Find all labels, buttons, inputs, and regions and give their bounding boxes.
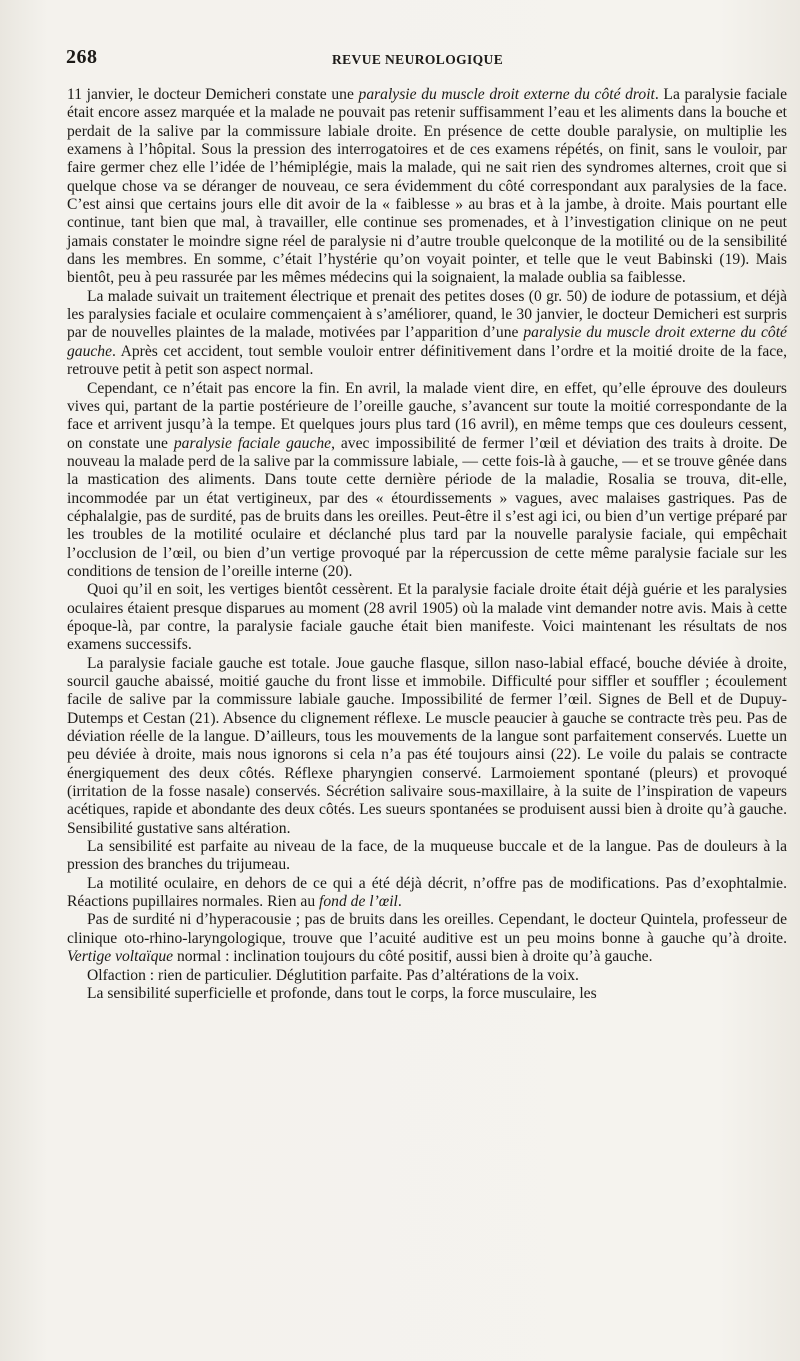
italic-run: paralysie faciale gauche (173, 434, 332, 452)
text-run: normal : inclination toujours du côté positif, aussi bien à droite qu’à gauche. (173, 948, 653, 966)
page-header (66, 46, 766, 72)
text-run: La sensibilité est parfaite au niveau de la face, de la muqueuse buccale et de la langue. Pas de douleurs à la pression des branches du trijumeau. (67, 838, 787, 874)
text-run: . Après cet accident, tout semble vouloir entrer définitivement dans l’ordre et la moitié droite de la face, retrouve petit à petit son aspect normal. (67, 342, 787, 379)
text-run: , avec impossibilité de fermer l’œil et déviation des traits à droite. De nouveau la malade perd de la salive par la commissure labiale, — cette fois-là à gauche, — et se trouve gênée dans la mastication des aliments. Dans toute cette dernière période de la maladie, Rosalia se trouva, dit-elle, incommodée par un état vertigineux, par des « étourdissements » vagues, avec malaises gastriques. Pas de céphalalgie, pas de surdité, pas de bruits dans les oreilles. Peut-être il s’est agi ici, ou bien d’un vertige préparé par les troubles de la motilité oculaire et déclanché plus tard par la nouvelle paralysie faciale, qui empêchait l’occlusion de l’œil, ou bien d’un vertige provoqué par la répercussion de cette même paralysie faciale sur les conditions de tension de l’oreille interne (20). (67, 434, 788, 580)
paragraph (67, 875, 787, 912)
text-run: La malade suivait un traitement électrique et prenait des petites doses (0 gr. 50) de iodure de potassium, et déjà les paralysies faciale et oculaire commençaient à s’améliorer, quand, le 30 janvier, le docteur Demicheri est surpris par de nouvelles plaintes de la malade, motivées par l’apparition d’une (67, 287, 787, 342)
text-run: La sensibilité superficielle et profonde, dans tout le corps, la force musculaire, les (87, 984, 597, 1002)
text-run: La motilité oculaire, en dehors de ce qui a été déjà décrit, n’offre pas de modifications. Pas d’exophtalmie. Réactions pupillaires normales. Rien au (67, 874, 787, 911)
paragraph (67, 838, 787, 875)
paragraph (67, 655, 787, 838)
paragraph (67, 86, 787, 288)
italic-run: paralysie du muscle droit externe du côté gauche (67, 324, 787, 360)
paragraph (67, 380, 787, 582)
paragraph (67, 581, 787, 654)
text-run: Pas de surdité ni d’hyperacousie ; pas de bruits dans les oreilles. Cependant, le docteur Quintela, professeur de clinique oto-rhino-laryngologique, trouve que l’acuité auditive est un peu moins bonne à gauche qu’à droite. (67, 911, 787, 947)
italic-run: fond de l’œil (319, 893, 398, 911)
text-run: Quoi qu’il en soit, les vertiges bientôt cessèrent. Et la paralysie faciale droite était déjà guérie et les paralysies oculaires étaient presque disparues au moment (28 avril 1905) où la malade vint demander notre avis. Mais à cette époque-là, par contre, la paralysie faciale gauche était bien manifeste. Voici maintenant les résultats de nos examens successifs. (67, 581, 787, 654)
paragraph (67, 911, 787, 966)
paragraph (67, 985, 787, 1003)
text-run: Olfaction : rien de particulier. Déglutition parfaite. Pas d’altérations de la voix. (87, 966, 579, 984)
text-run: 11 janvier, le docteur Demicheri constate une (67, 86, 359, 103)
text-run: Cependant, ce n’était pas encore la fin. En avril, la malade vient dire, en effet, qu’elle éprouve des douleurs vives qui, partant de la partie postérieure de l’oreille gauche, s’avancent sur toute la moitié correspondante de la face et arrivent jusqu’à la tempe. Et quelques jours plus tard (16 avril), en même temps que ces douleurs cessent, on constate une (67, 379, 787, 452)
italic-run: paralysie du muscle droit externe du côté droit (358, 86, 655, 103)
article-body (67, 86, 787, 1003)
italic-run: Vertige voltaïque (67, 948, 174, 966)
text-run: La paralysie faciale gauche est totale. Joue gauche flasque, sillon naso-labial effacé, bouche déviée à droite, sourcil gauche abaissé, moitié gauche du front lisse et immobile. Difficulté pour siffler et souffler ; écoulement facile de salive par la commissure labiale gauche. Impossibilité de fermer l’œil. Signes de Bell et de Dupuy-Dutemps et Cestan (21). Absence du clignement réflexe. Le muscle peaucier à gauche se contracte très peu. Pas de déviation réelle de la langue. D’ailleurs, tous les mouvements de la langue sont parfaitement conservés. Luette un peu déviée à droite, mais nous ignorons si cela n’a pas été toujours ainsi (22). Le voile du palais se contracte énergiquement des deux côtés. Réflexe pharyngien conservé. Larmoiement spontané (pleurs) et provoqué (irritation de la fosse nasale) conservés. Sécrétion salivaire sous-maxillaire, à la suite de l’inspiration de vapeurs acétiques, rapide et abondante des deux côtés. Les sueurs spontanées se produisent aussi bien à droite qu’à gauche. Sensibilité gustative sans altération. (67, 654, 787, 837)
paragraph (67, 288, 787, 380)
page-number: 268 (66, 46, 98, 68)
running-title: REVUE NEUROLOGIQUE (332, 52, 504, 67)
paragraph (67, 967, 787, 985)
text-run: . La paralysie faciale était encore assez marquée et la malade ne pouvait pas retenir suffisamment l’eau et les aliments dans la bouche et perdait de la salive par la commissure labiale droite. En présence de cette double paralysie, on multiplie les examens à l’hôpital. Sous la pression des interrogatoires et de ces examens répétés, on finit, sans le vouloir, par faire germer chez elle l’idée de l’hémiplégie, mais la malade, qui ne sait rien des syndromes alternes, croit que si quelque chose va se déranger de nouveau, ce sera évidemment du côté correspondant aux paralysies de la face. C’est ainsi que certains jours elle dit avoir de la « faiblesse » au bras et à la jambe, à droite. Mais pourtant elle continue, tant bien que mal, à travailler, elle continue ses promenades, et à l’investigation clinique on ne peut jamais constater le moindre signe réel de paralysie ni d’autre trouble quelconque de la motilité ou de la sensibilité dans les membres. En somme, c’était l’hystérie qu’on voyait pointer, et telle que le veut Babinski (19). Mais bientôt, peu à peu rassurée par les mêmes médecins qui la soignaient, la malade oublia sa faiblesse. (67, 86, 787, 287)
text-run: . (397, 893, 402, 911)
